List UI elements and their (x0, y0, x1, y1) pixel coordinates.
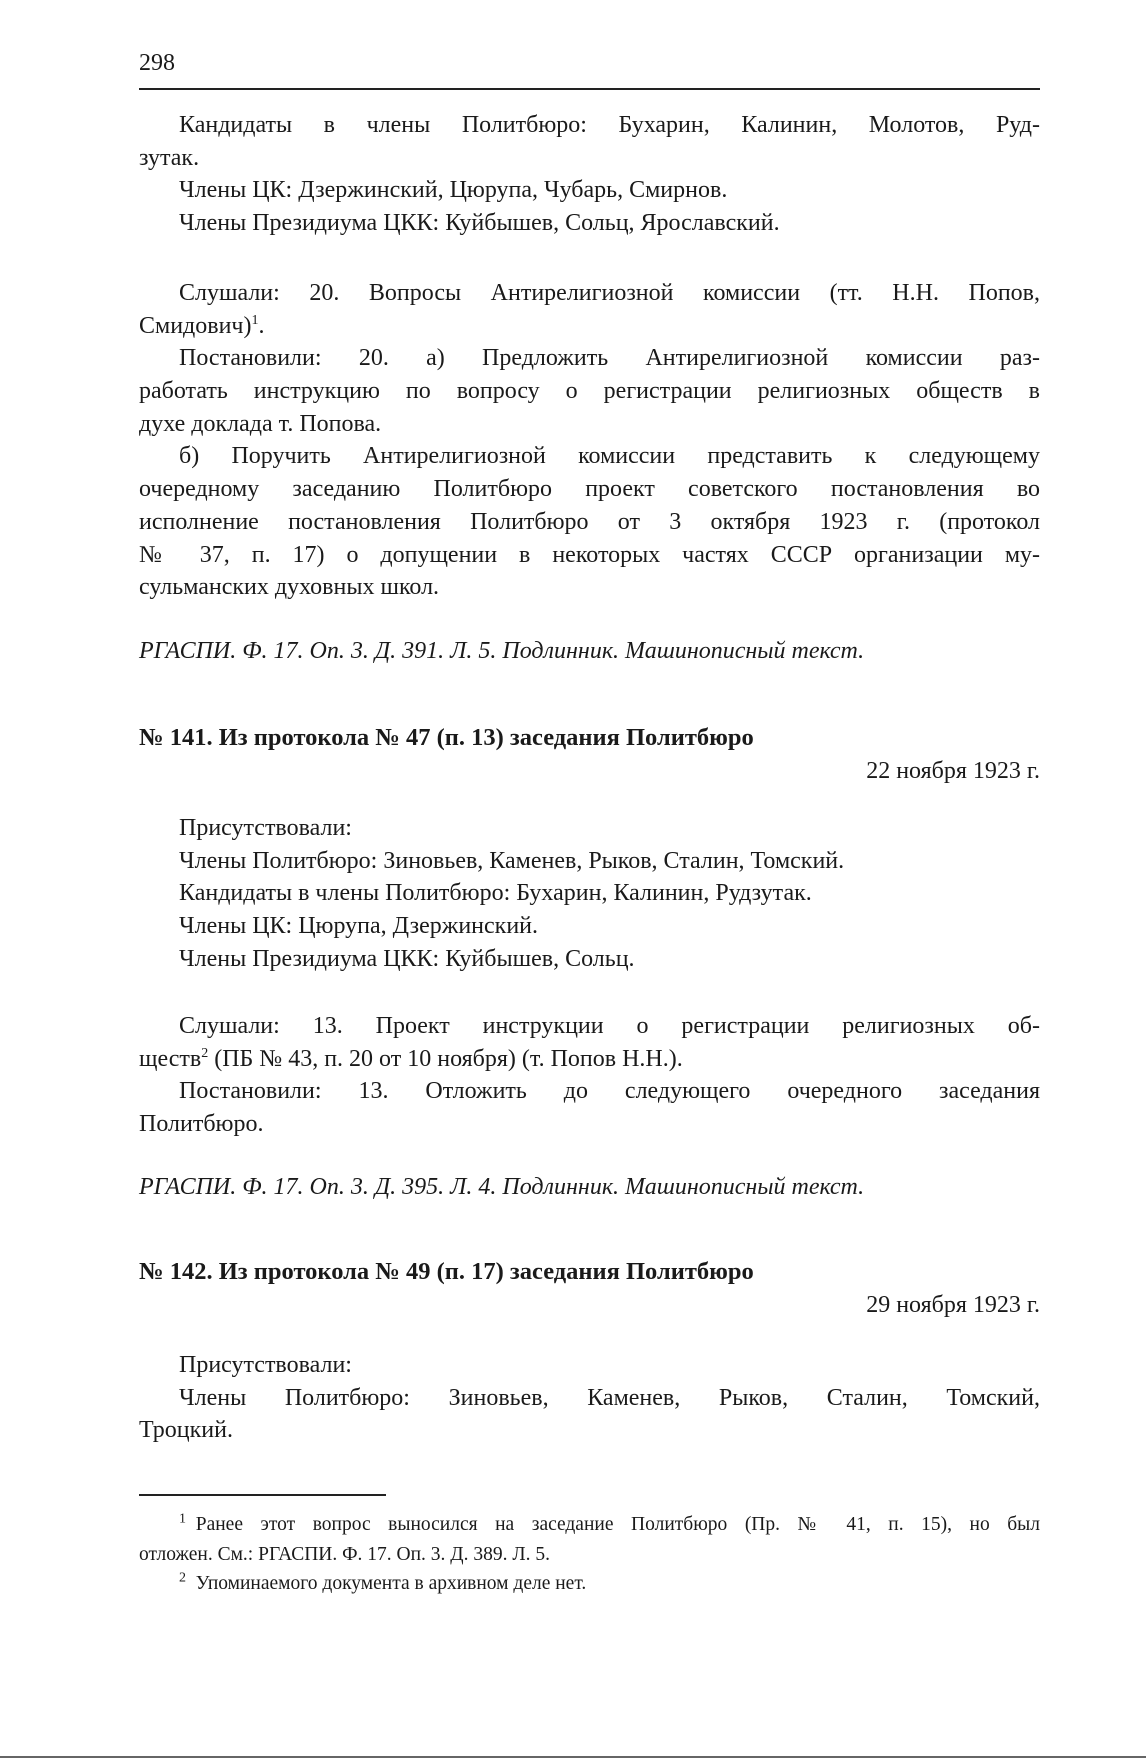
line-text: исполнение постановления Политбюро от 3 октября 1923 г. (протокол (139, 508, 1040, 535)
text-line (139, 539, 1040, 572)
text-line (139, 375, 1040, 408)
line-text: Слушали: 20. Вопросы Антирелигиозной комиссии (тт. Н.Н. Попов, (179, 280, 1040, 306)
source-1 (139, 635, 1040, 668)
text-line (139, 1010, 1040, 1043)
text-line (139, 473, 1040, 506)
text-line (139, 408, 1040, 441)
source-2 (139, 1171, 1040, 1204)
text-line (139, 635, 1040, 668)
line-text: очередному заседанию Политбюро проект советского постановления во (139, 476, 1040, 503)
text-line (139, 342, 1040, 375)
text-line (139, 1108, 1040, 1141)
text-line (139, 1043, 1040, 1076)
doc-142-heading (139, 1256, 1040, 1321)
text-line (139, 943, 1040, 976)
text-line (139, 1075, 1040, 1108)
text-line (139, 1569, 1040, 1599)
line-text: 22 ноября 1923 г. (866, 757, 1040, 784)
line-text: Политбюро. (139, 1111, 264, 1138)
line-text: Кандидаты в члены Политбюро: Бухарин, Калинин, Рудзутак. (179, 880, 812, 907)
footnotes (139, 1510, 1040, 1599)
text-line (139, 1414, 1040, 1447)
text-line (139, 812, 1040, 845)
line-text: Члены ЦК: Дзержинский, Цюрупа, Чубарь, Смирнов. (179, 177, 728, 204)
text-line (139, 277, 1040, 310)
line-text: сульманских духовных школ. (139, 574, 440, 601)
line-text: № 37, п. 17) о допущении в некоторых частях СССР организации му- (139, 541, 1040, 568)
text-line (139, 310, 1040, 343)
text-line (139, 440, 1040, 473)
text-line (139, 1256, 1040, 1289)
line-text: Члены Президиума ЦКК: Куйбышев, Сольц. (179, 945, 635, 972)
line-text: Присутствовали: (179, 1352, 352, 1378)
line-text: отложен. См.: РГАСПИ. Ф. 17. Оп. 3. Д. 389. Л. 5. (139, 1543, 550, 1565)
footnote-number: 2 (179, 1570, 186, 1586)
line-text: 29 ноября 1923 г. (866, 1291, 1040, 1318)
text-line (139, 1540, 1040, 1570)
line-text: Присутствовали: (179, 815, 352, 841)
line-text: ществ (139, 1045, 202, 1072)
text-line (139, 207, 1040, 240)
text-line (139, 1171, 1040, 1204)
text-line (139, 109, 1040, 142)
item-20 (139, 277, 1040, 604)
doc-141-heading (139, 722, 1040, 787)
text-line (139, 1382, 1040, 1415)
item-13 (139, 1010, 1040, 1141)
footnote-ref[interactable]: 2 (201, 1045, 209, 1061)
line-text: Постановили: 13. Отложить до следующего очередного заседания (179, 1078, 1040, 1105)
text-line (139, 755, 1040, 788)
text-line (139, 142, 1040, 175)
text-line (139, 571, 1040, 604)
line-text: б) Поручить Антирелигиозной комиссии представить к следующему (179, 443, 1040, 470)
line-text: Смидович) (139, 312, 252, 339)
footnote-rule (139, 1494, 386, 1496)
line-text: Слушали: 13. Проект инструкции о регистрации религиозных об- (179, 1013, 1040, 1039)
line-text: духе доклада т. Попова. (139, 410, 382, 437)
text-line (139, 174, 1040, 207)
line-text: РГАСПИ. Ф. 17. Оп. 3. Д. 395. Л. 4. Подлинник. Машинописный текст. (139, 1174, 865, 1200)
text-line (139, 845, 1040, 878)
doc-142-attendees (139, 1349, 1040, 1447)
line-text: Члены Политбюро: Зиновьев, Каменев, Рыков, Сталин, Томский, (179, 1384, 1040, 1411)
line-text-tail: (ПБ № 43, п. 20 от 10 ноября) (т. Попов Н.Н.). (208, 1045, 683, 1072)
footnote-ref[interactable]: 1 (251, 312, 259, 328)
line-text: зутак. (139, 144, 200, 171)
line-text-tail: . (258, 312, 265, 339)
header-rule (139, 88, 1040, 90)
line-text: Члены ЦК: Цюрупа, Дзержинский. (179, 913, 539, 940)
text-line (139, 877, 1040, 910)
text-line (139, 910, 1040, 943)
footnote-number: 1 (179, 1511, 186, 1527)
doc-141-attendees (139, 812, 1040, 975)
attendees-continued (139, 109, 1040, 240)
line-text: Члены Политбюро: Зиновьев, Каменев, Рыков, Сталин, Томский. (179, 847, 845, 874)
text-line (139, 1289, 1040, 1322)
text-line (139, 506, 1040, 539)
footnote-text: Упоминаемого документа в архивном деле нет. (195, 1573, 587, 1594)
text-line (139, 1510, 1040, 1540)
line-text: Троцкий. (139, 1417, 233, 1444)
line-text: № 141. Из протокола № 47 (п. 13) заседания Политбюро (139, 724, 754, 751)
line-text: Кандидаты в члены Политбюро: Бухарин, Калинин, Молотов, Руд- (179, 112, 1040, 138)
line-text: Члены Президиума ЦКК: Куйбышев, Сольц, Ярославский. (179, 210, 780, 237)
text-line (139, 1349, 1040, 1382)
footnote-text: Ранее этот вопрос выносился на заседание Политбюро (Пр. № 41, п. 15), но был (195, 1514, 1040, 1535)
line-text: работать инструкцию по вопросу о регистрации религиозных обществ в (139, 378, 1040, 405)
text-line (139, 722, 1040, 755)
line-text: № 142. Из протокола № 49 (п. 17) заседания Политбюро (139, 1258, 754, 1285)
page-number: 298 (139, 50, 175, 76)
line-text: РГАСПИ. Ф. 17. Оп. 3. Д. 391. Л. 5. Подлинник. Машинописный текст. (139, 638, 865, 664)
line-text: Постановили: 20. а) Предложить Антирелигиозной комиссии раз- (179, 345, 1040, 372)
